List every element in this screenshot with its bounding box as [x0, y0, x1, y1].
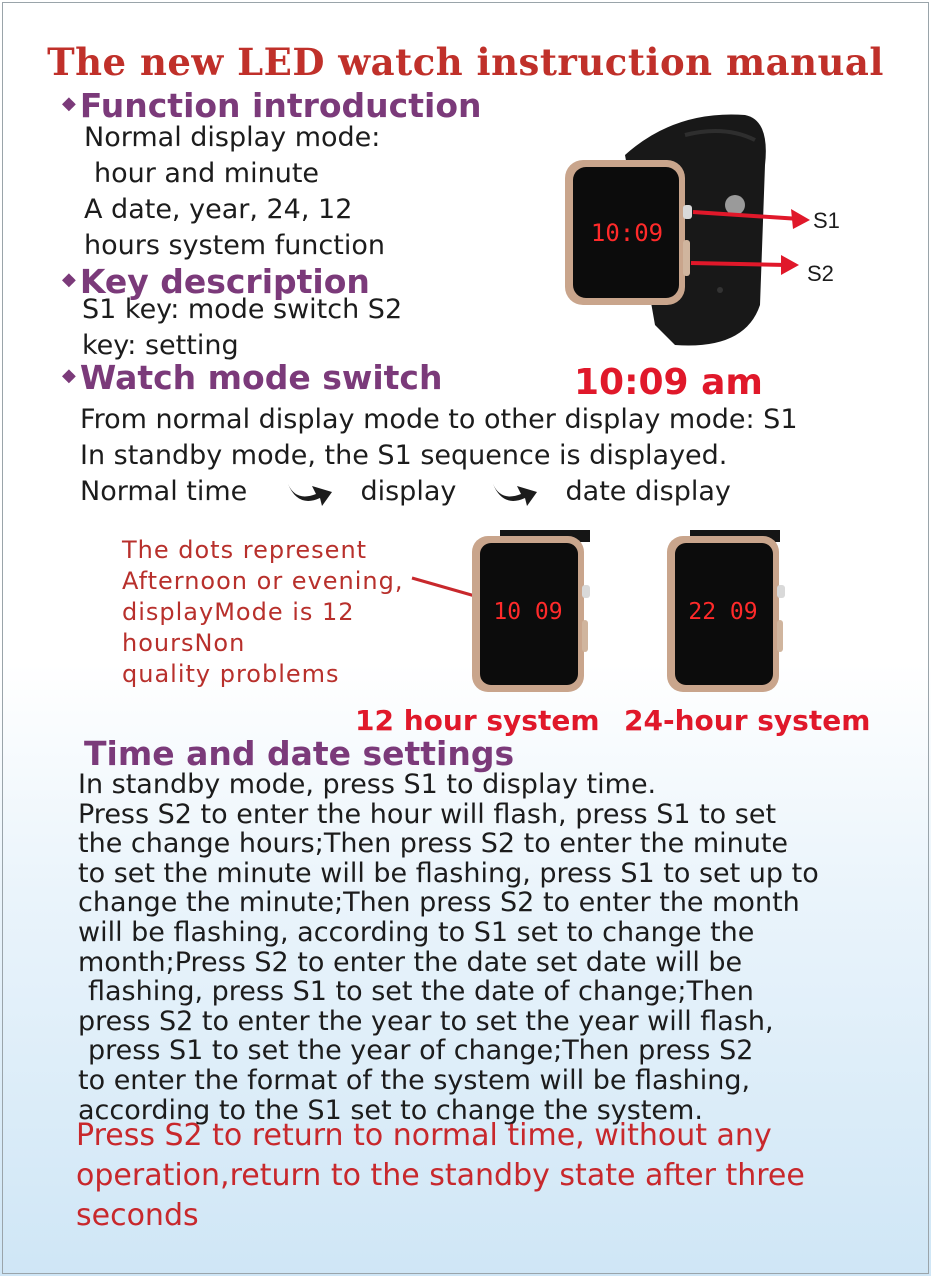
settings-line: Press S2 to enter the hour will flash, press S1 to set	[78, 798, 777, 830]
key-desc-text	[82, 292, 402, 364]
note-line: quality problems	[122, 660, 340, 688]
settings-line: to set the minute will be flashing, press S1 to set up to	[78, 857, 819, 889]
bullet-icon: ◆	[62, 93, 76, 114]
s1-arrow-head	[791, 209, 810, 229]
key-desc-line: S1 key: mode switch S2	[82, 294, 403, 325]
band-buckle	[725, 195, 745, 215]
watch-12h-illustration	[410, 530, 600, 695]
function-intro-line: A date, year, 24, 12	[84, 194, 353, 225]
return-note	[76, 1116, 876, 1236]
settings-line: flashing, press S1 to set the date of change;Then	[88, 976, 754, 1008]
watch-led-display: 10:09	[590, 219, 664, 247]
curved-arrow-icon	[487, 478, 547, 508]
settings-line: according to the S1 set to change the system.	[78, 1094, 703, 1126]
s2-label: S2	[807, 261, 834, 286]
function-intro-line: hours system function	[84, 230, 385, 261]
settings-line: change the minute;Then press S2 to enter the month	[78, 887, 800, 919]
s2-arrow-head	[781, 255, 799, 275]
dots-arrow	[412, 578, 482, 598]
watch-main-illustration	[555, 105, 855, 355]
settings-line: to enter the format of the system will be flashing,	[78, 1064, 751, 1096]
return-note-line: seconds	[76, 1198, 199, 1233]
label-24h-system: 24-hour system	[624, 704, 871, 737]
settings-line: press S1 to set the year of change;Then press S2	[88, 1035, 754, 1067]
settings-line: In standby mode, press S1 to display time.	[78, 769, 657, 800]
bullet-icon: ◆	[62, 269, 76, 290]
watch-24h-illustration	[665, 530, 795, 695]
function-intro-heading-text: Function introduction	[79, 86, 482, 125]
s2-arrow	[691, 263, 787, 265]
key-desc-heading-text: Key description	[79, 262, 370, 301]
time-callout: 10:09 am	[574, 362, 763, 403]
settings-line: month;Press S2 to enter the date set date will be	[78, 946, 743, 978]
function-intro-line: Normal display mode:	[84, 122, 381, 153]
sequence-item: display	[360, 476, 457, 507]
return-note-line: operation,return to the standby state after three	[76, 1158, 805, 1193]
note-line: hoursNon	[122, 629, 246, 657]
sequence-item: date display	[565, 476, 731, 507]
settings-line: the change hours;Then press S2 to enter the minute	[78, 828, 789, 860]
function-intro-line: hour and minute	[94, 158, 320, 189]
mode-sequence	[80, 474, 731, 510]
page-title: The new LED watch instruction manual	[47, 40, 884, 84]
mode-switch-heading	[62, 358, 442, 397]
s2-button	[777, 620, 783, 652]
mode-switch-line2: In standby mode, the S1 sequence is displayed.	[80, 440, 728, 471]
bullet-icon: ◆	[62, 365, 76, 386]
s2-button	[683, 240, 690, 276]
settings-text	[78, 770, 868, 1125]
mode-switch-heading-text: Watch mode switch	[79, 358, 443, 397]
s1-button	[683, 205, 692, 219]
curved-arrow-icon	[282, 478, 342, 508]
dots-note	[122, 535, 404, 690]
note-line: Afternoon or evening,	[122, 567, 404, 595]
s2-button	[582, 620, 588, 652]
settings-heading: Time and date settings	[84, 734, 515, 773]
s1-label: S1	[813, 208, 840, 233]
s1-button	[777, 585, 785, 598]
note-line: The dots represent	[122, 536, 368, 564]
settings-line: will be flashing, according to S1 set to change the	[78, 916, 755, 948]
settings-line: press S2 to enter the year to set the year will flash,	[78, 1005, 774, 1037]
sequence-item: Normal time	[80, 476, 248, 507]
watch-led-display: 10 09	[493, 599, 563, 625]
watch-led-display: 22 09	[688, 599, 758, 625]
mode-switch-line1: From normal display mode to other display mode: S1	[80, 404, 798, 435]
return-note-line: Press S2 to return to normal time, without any	[76, 1118, 772, 1153]
function-intro-text	[84, 120, 385, 264]
s1-button	[582, 585, 590, 598]
label-12h-system: 12 hour system	[355, 704, 600, 737]
note-line: displayMode is 12	[122, 598, 355, 626]
key-desc-line: key: setting	[82, 330, 239, 361]
